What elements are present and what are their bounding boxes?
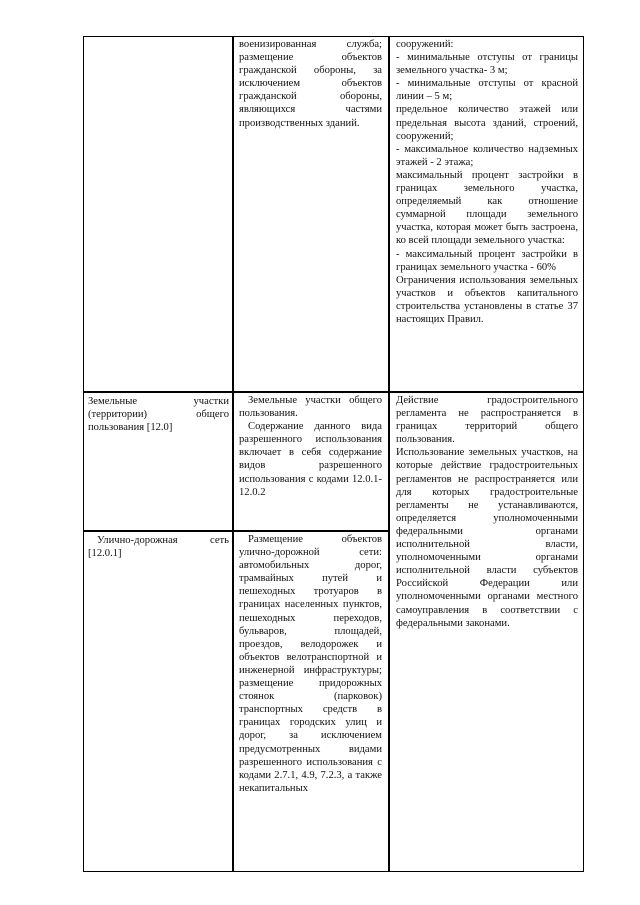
row1-param-4: - максимальное количество надземных этажей - 2 этажа; — [396, 143, 578, 168]
row2-description-1: Содержание данного вида разрешенного использования включает в себя содержание видов разрешенного использования с кодами 12.0.1-12.0.2 — [239, 421, 382, 498]
row3-type-cell — [83, 531, 233, 872]
row1-description-text: военизированная служба; размещение объектов гражданской обороны, за исключением объектов гражданской обороны, являющихся частями производственных зданий. — [239, 39, 382, 129]
row1-param-2: - минимальные отступы от красной линии – 5 м; — [396, 78, 578, 103]
row3-description-cell — [233, 531, 389, 872]
merged-param-1: Использование земельных участков, на которые действие градостроительных регламентов не распространяется или для которых градостроительные регламенты не устанавливаются, определяется уполномоченными федеральными органами исполнительной власти, уполномоченными органами исполнительной власти субъектов Российской Федерации или уполномоченными органами местного самоуправления в соответствии с федеральными законами. — [396, 447, 578, 629]
row1-param-6: - максимальный процент застройки в границах земельного участка - 60% — [396, 248, 578, 273]
row1-param-5: максимальный процент застройки в границах земельного участка, определяемый как отношение суммарной площади земельного участка, которая может быть застроена, ко всей площади земельного участка: — [396, 169, 578, 247]
row2-description-cell — [233, 392, 389, 531]
regulation-table — [83, 36, 584, 872]
row1-type-cell — [83, 36, 233, 392]
row1-parameters-cell — [389, 36, 584, 392]
row2-type-cell — [83, 392, 233, 531]
row1-param-1: - минимальные отступы от границы земельного участка- 3 м; — [396, 52, 578, 77]
row1-param-7: Ограничения использования земельных участков и объектов капитального строительства установлены в статье 37 настоящих Правил. — [396, 274, 578, 325]
row1-description-cell — [233, 36, 389, 392]
row1-param-3: предельное количество этажей или предельная высота зданий, строений, сооружений; — [396, 104, 578, 142]
merged-param-0: Действие градостроительного регламента не распространяется в границах территорий общего пользования. — [396, 395, 578, 446]
row2-type-text: Земельные участки (территории) общего пользования [12.0] — [88, 396, 229, 434]
row3-description-text: Размещение объектов улично-дорожной сети: автомобильных дорог, трамвайных путей и пешеходных тротуаров в границах населенных пунктов, пешеходных переходов, бульваров, площадей, проездов, велодорожек и объектов велотранспортной и инженерной инфраструктуры; размещение придорожных стоянок (парковок) транспортных средств в границах городских улиц и дорог, за исключением предусмотренных видами разрешенного использования с кодами 2.7.1, 4.9, 7.2.3, а также некапитальных — [239, 534, 382, 794]
merged-parameters-cell — [389, 392, 584, 872]
row2-description-0: Земельные участки общего пользования. — [239, 395, 382, 420]
row1-param-0: сооружений: — [396, 39, 454, 50]
row3-type-text: Улично-дорожная сеть [12.0.1] — [88, 535, 229, 560]
